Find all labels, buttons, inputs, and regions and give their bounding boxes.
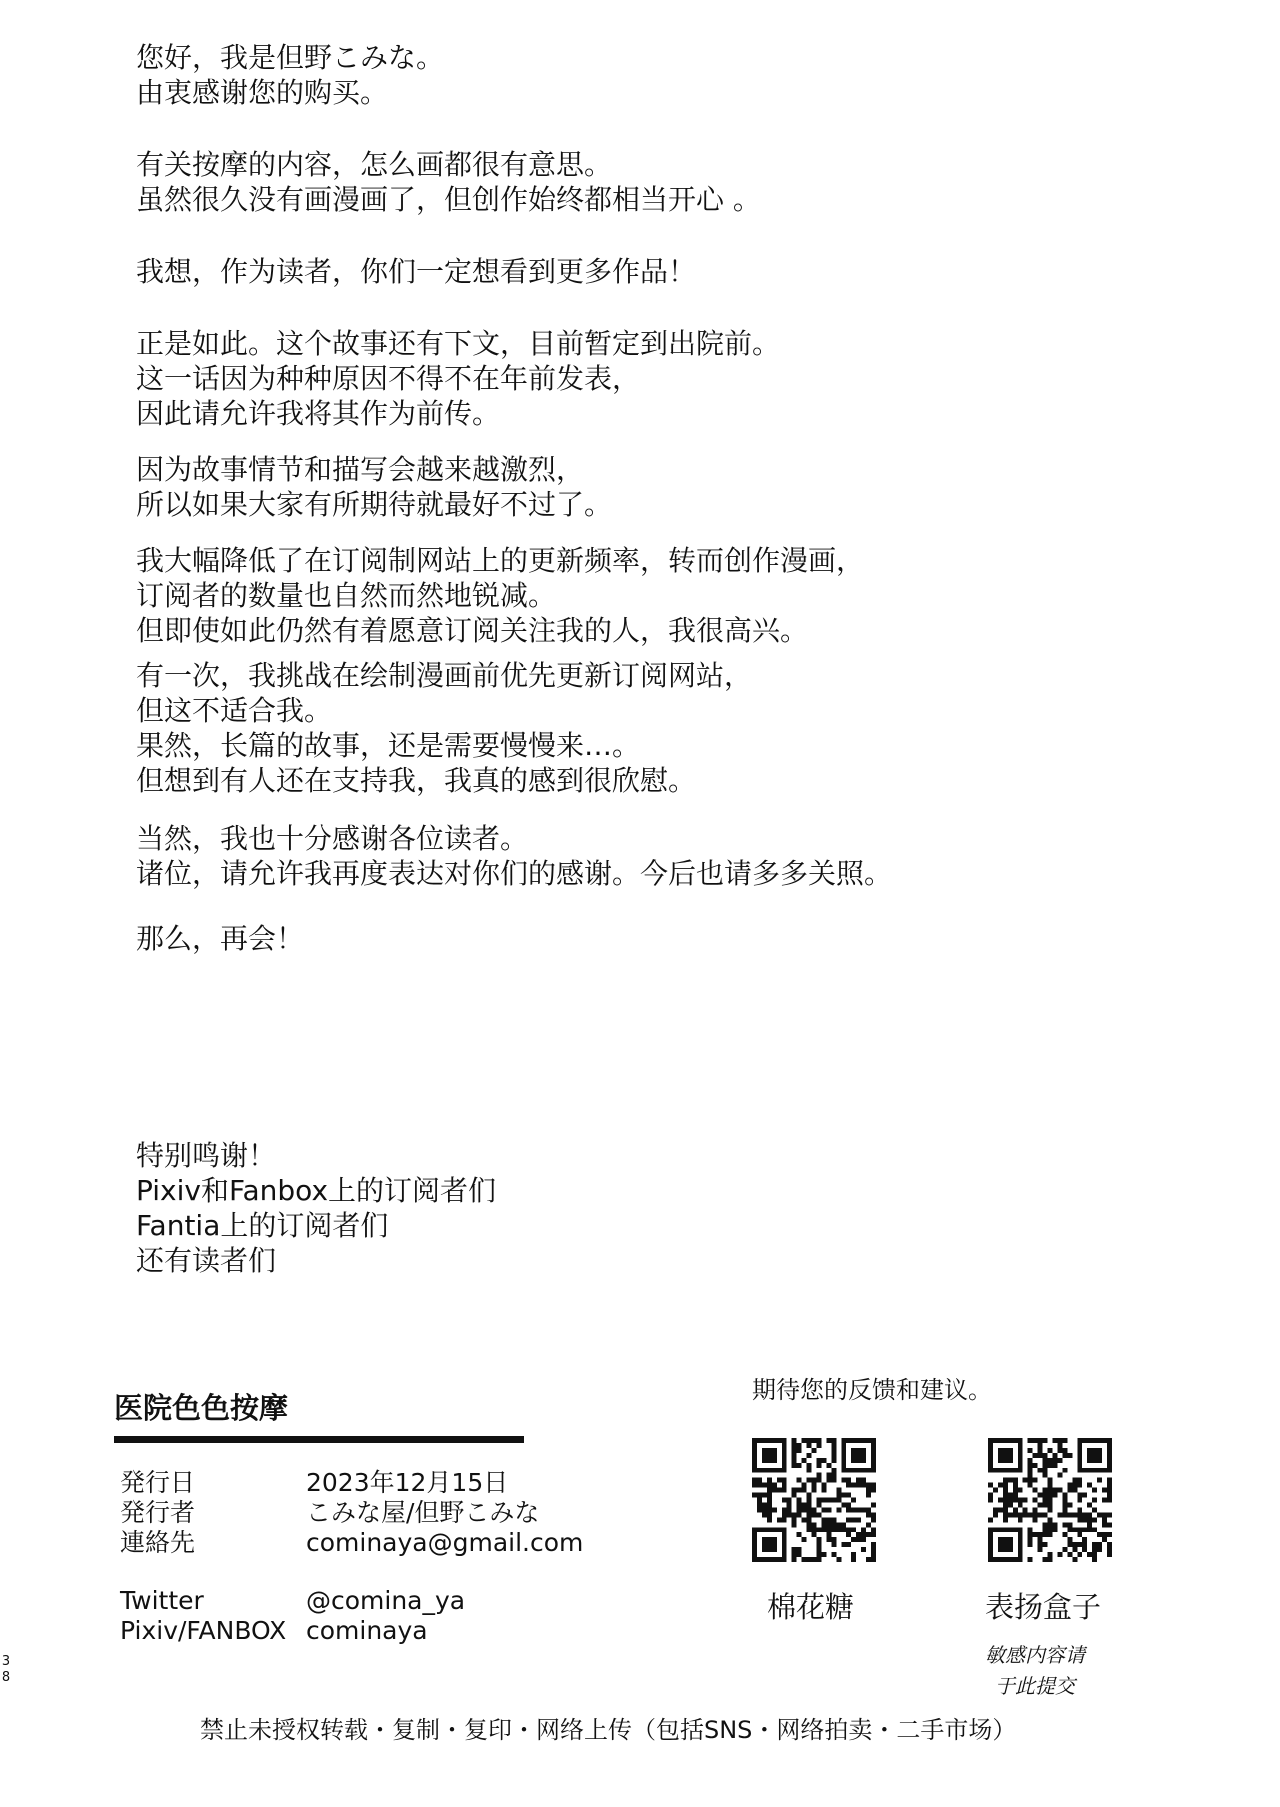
paragraph-4 bbox=[136, 326, 1136, 431]
text-line: 当然，我也十分感谢各位读者。 bbox=[136, 822, 529, 855]
qr-code-left[interactable] bbox=[752, 1438, 876, 1562]
colophon-value: cominaya bbox=[306, 1616, 428, 1645]
paragraph-5 bbox=[136, 452, 1136, 522]
colophon-key: 発行日 bbox=[120, 1468, 196, 1497]
qr-code-icon bbox=[988, 1438, 1112, 1562]
colophon-value: 2023年12月15日 bbox=[306, 1468, 509, 1497]
paragraph-8 bbox=[136, 821, 1136, 891]
text-line: 您好，我是但野こみな。 bbox=[136, 41, 445, 74]
text-line: 果然，长篇的故事，还是需要慢慢来…。 bbox=[136, 729, 641, 762]
text-line: 因此请允许我将其作为前传。 bbox=[136, 397, 501, 430]
text-line: 有关按摩的内容，怎么画都很有意思。 bbox=[136, 148, 613, 181]
thanks-line: 还有读者们 bbox=[136, 1244, 277, 1277]
colophon-row bbox=[120, 1616, 583, 1646]
thanks-line: Pixiv和Fanbox上的订阅者们 bbox=[136, 1174, 497, 1207]
text-line: 所以如果大家有所期待就最好不过了。 bbox=[136, 488, 613, 521]
text-line: 正是如此。这个故事还有下文，目前暂定到出院前。 bbox=[136, 327, 781, 360]
special-thanks bbox=[136, 1138, 496, 1278]
thanks-line: Fantia上的订阅者们 bbox=[136, 1209, 389, 1242]
colophon-key: Pixiv/FANBOX bbox=[120, 1616, 287, 1645]
text-line: 虽然很久没有画漫画了，但创作始终都相当开心 。 bbox=[136, 183, 761, 216]
text-line: 但想到有人还在支持我，我真的感到很欣慰。 bbox=[136, 764, 697, 797]
text-line: 那么，再会！ bbox=[136, 922, 305, 955]
text-line: 因为故事情节和描写会越来越激烈， bbox=[136, 453, 585, 486]
text-line: 订阅者的数量也自然而然地锐减。 bbox=[136, 579, 557, 612]
qr-right-label: 表扬盒子 bbox=[985, 1590, 1102, 1624]
text-line: 但这不适合我。 bbox=[136, 694, 333, 727]
colophon-title: 医院色色按摩 bbox=[114, 1391, 289, 1425]
colophon-value: cominaya@gmail.com bbox=[306, 1528, 584, 1557]
colophon-row bbox=[120, 1498, 583, 1528]
paragraph-6 bbox=[136, 543, 1136, 648]
colophon-gap bbox=[120, 1558, 583, 1586]
qr-code-icon bbox=[752, 1438, 876, 1562]
colophon-key: 連絡先 bbox=[120, 1528, 196, 1557]
paragraph-7 bbox=[136, 658, 1136, 798]
text-line: 我大幅降低了在订阅制网站上的更新频率，转而创作漫画， bbox=[136, 544, 865, 577]
qr-code-right[interactable] bbox=[988, 1438, 1112, 1562]
text-line: 我想，作为读者，你们一定想看到更多作品！ bbox=[136, 255, 697, 288]
paragraph-9 bbox=[136, 921, 1136, 956]
handwritten-note bbox=[985, 1640, 1085, 1702]
paragraph-1 bbox=[136, 40, 1136, 110]
text-line: 诸位，请允许我再度表达对你们的感谢。今后也请多多关照。 bbox=[136, 857, 893, 890]
copyright-notice: 禁止未授权转载・复制・复印・网络上传（包括SNS・网络拍卖・二手市场） bbox=[200, 1716, 1017, 1744]
colophon-info bbox=[120, 1468, 583, 1646]
text-line: 这一话因为种种原因不得不在年前发表， bbox=[136, 362, 641, 395]
hand-note-line: 敏感内容请 bbox=[985, 1643, 1085, 1667]
colophon-row bbox=[120, 1528, 583, 1558]
afterword-body bbox=[136, 40, 1136, 956]
hand-note-line: 于此提交 bbox=[995, 1674, 1075, 1698]
colophon-key: Twitter bbox=[120, 1586, 204, 1615]
page-number: 3 8 bbox=[1, 1654, 11, 1685]
feedback-title: 期待您的反馈和建议。 bbox=[752, 1376, 992, 1404]
colophon-key: 発行者 bbox=[120, 1498, 196, 1527]
colophon-value: @comina_ya bbox=[306, 1586, 466, 1615]
colophon-row bbox=[120, 1586, 583, 1616]
text-line: 有一次，我挑战在绘制漫画前优先更新订阅网站， bbox=[136, 659, 753, 692]
text-line: 但即使如此仍然有着愿意订阅关注我的人，我很高兴。 bbox=[136, 614, 809, 647]
text-line: 由衷感谢您的购买。 bbox=[136, 76, 389, 109]
colophon-row bbox=[120, 1468, 583, 1498]
thanks-line: 特别鸣谢！ bbox=[136, 1139, 277, 1172]
colophon-value: こみな屋/但野こみな bbox=[306, 1498, 540, 1527]
colophon-divider bbox=[114, 1436, 524, 1443]
paragraph-3 bbox=[136, 254, 1136, 289]
paragraph-2 bbox=[136, 147, 1136, 217]
qr-left-label: 棉花糖 bbox=[767, 1590, 855, 1624]
